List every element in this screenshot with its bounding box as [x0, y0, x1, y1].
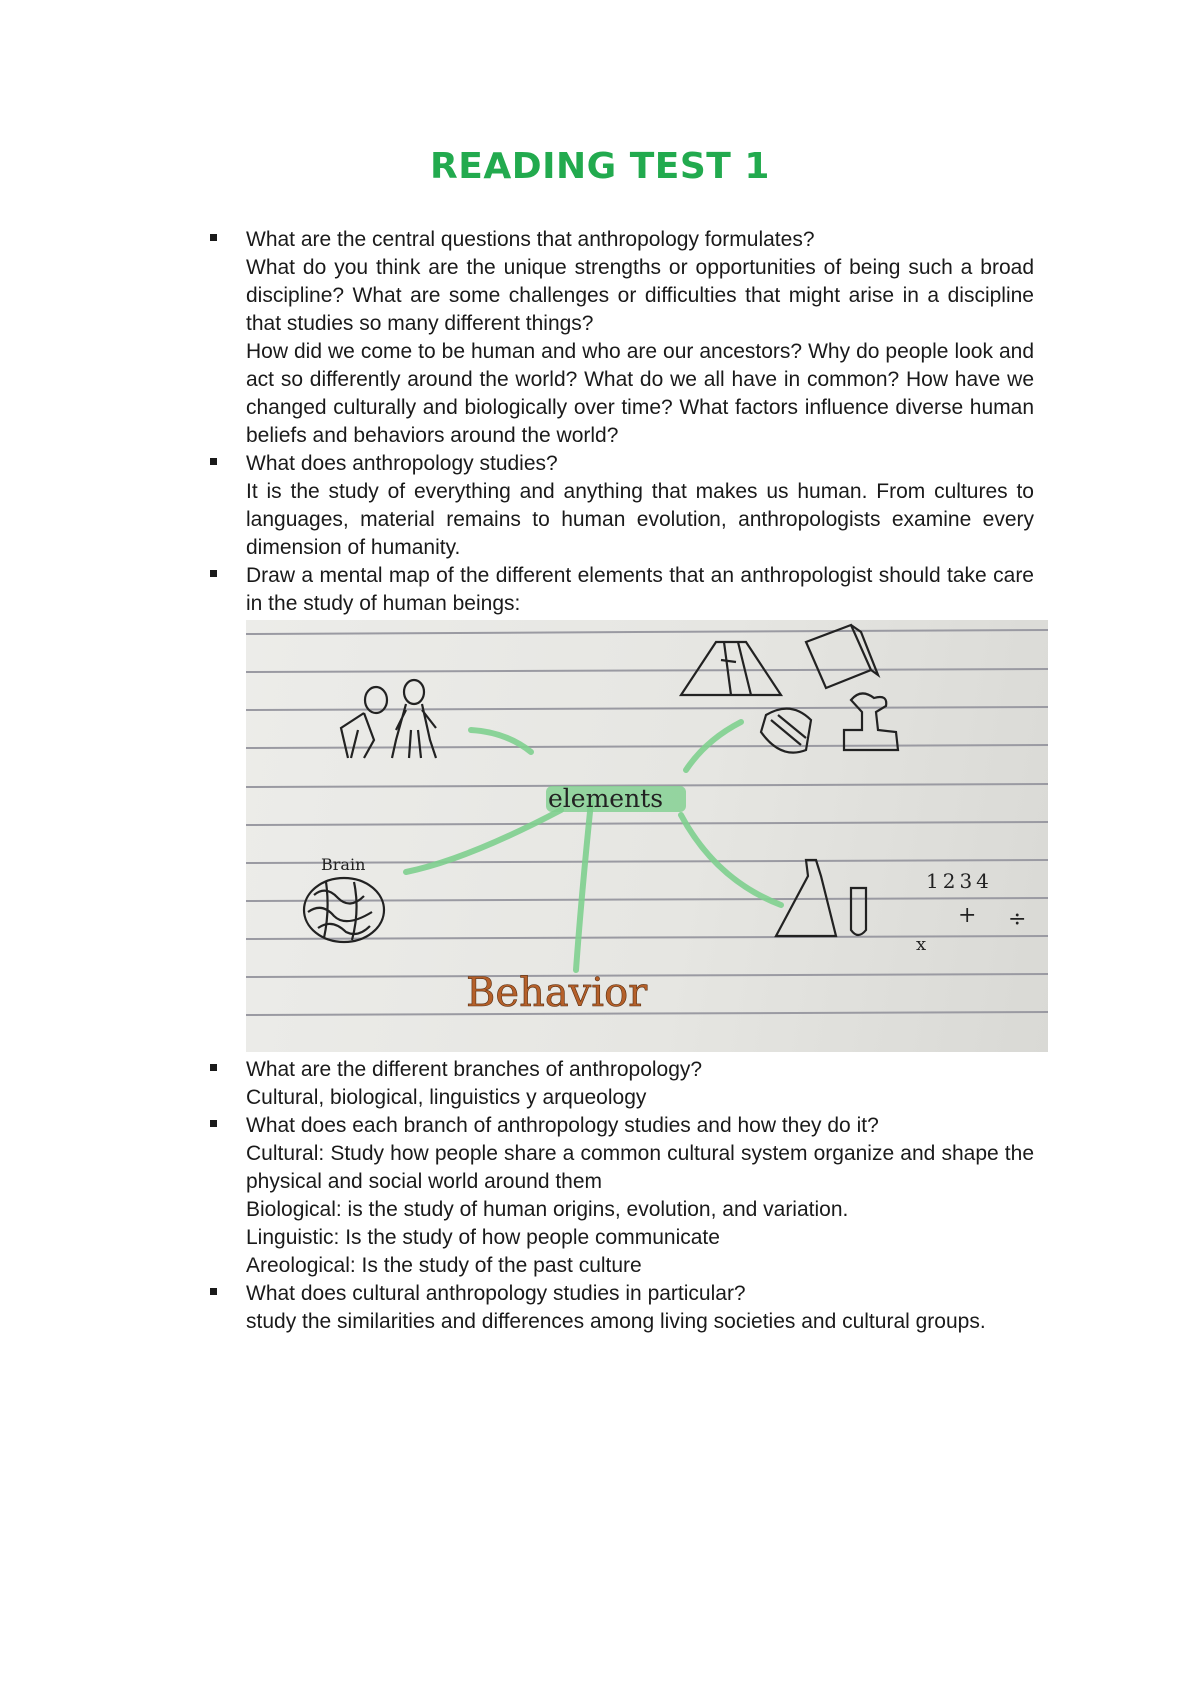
divide-sign: ÷ [1008, 907, 1027, 932]
answer-text: What do you think are the unique strengths or opportunities of being such a broad discipline? What are some challenges or difficulties that might arise in a discipline that studies so many different things? [246, 256, 1034, 335]
question-text: What does anthropology studies? [246, 452, 558, 475]
question-text: What are the central questions that anthropology formulates? [246, 228, 815, 251]
answer-linguistic: Linguistic: Is the study of how people communicate [246, 1226, 720, 1249]
bullet-square-icon [210, 458, 217, 465]
answer-text: Cultural, biological, linguistics y arqueology [246, 1086, 647, 1109]
behavior-label: Behavior [466, 970, 648, 1016]
times-sign: x [916, 934, 927, 955]
question-text: What does cultural anthropology studies in particular? [246, 1282, 746, 1305]
mind-map-branches [406, 722, 781, 970]
bullet-square-icon [210, 1120, 217, 1127]
question-item-2 [210, 450, 1034, 562]
question-list [210, 226, 1034, 1336]
tool-icon [844, 693, 898, 750]
bullet-square-icon [210, 1288, 217, 1295]
numbers-label: 1234 [926, 869, 993, 893]
plus-sign: + [958, 903, 977, 928]
answer-text: It is the study of everything and anything that makes us human. From cultures to languages, material remains to human evolution, anthropologists examine every dimension of humanity. [246, 480, 1034, 559]
question-text: What are the different branches of anthropology? [246, 1058, 703, 1081]
pyramid-icon [681, 642, 781, 695]
answer-text: How did we come to be human and who are our ancestors? Why do people look and act so differently around the world? What do we all have in common? How have we changed culturally and biologically over time? What factors influence diverse human beliefs and behaviors around the world? [246, 340, 1034, 447]
question-item-1 [210, 226, 1034, 450]
center-label: elements [548, 784, 664, 813]
bullet-square-icon [210, 234, 217, 241]
notebook-lines [246, 630, 1048, 1015]
answer-cultural: Cultural: Study how people share a common cultural system organize and shape the physical and social world around them [246, 1142, 1034, 1193]
question-item-3 [210, 562, 1034, 1052]
bullet-square-icon [210, 570, 217, 577]
question-text: Draw a mental map of the different elements that an anthropologist should take care in the study of human beings: [246, 564, 1034, 615]
book-icon [806, 625, 878, 688]
answer-biological: Biological: is the study of human origins, evolution, and variation. [246, 1198, 849, 1221]
brain-label: Brain [321, 855, 366, 874]
question-item-6 [210, 1280, 1034, 1336]
mind-map-drawing [246, 620, 1048, 1052]
bullet-square-icon [210, 1064, 217, 1071]
page-title: READING TEST 1 [430, 146, 770, 187]
people-icon [341, 680, 436, 758]
question-item-4 [210, 1056, 1034, 1112]
mind-map-photo [246, 620, 1048, 1052]
brain-icon [304, 878, 384, 942]
answer-areological: Areological: Is the study of the past culture [246, 1254, 642, 1277]
question-text: What does each branch of anthropology studies and how they do it? [246, 1114, 879, 1137]
answer-text: study the similarities and differences among living societies and cultural groups. [246, 1310, 986, 1333]
question-item-5 [210, 1112, 1034, 1280]
